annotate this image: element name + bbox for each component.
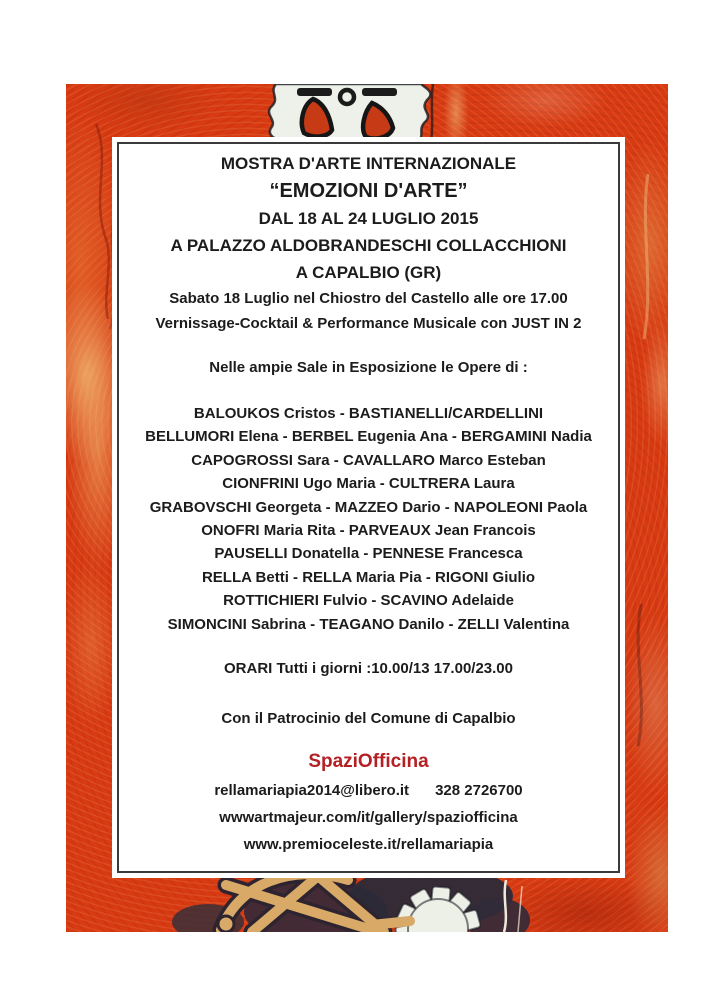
poster-title: MOSTRA D'ARTE INTERNAZIONALE bbox=[220, 154, 517, 173]
artist-line: ONOFRI Maria Rita - PARVEAUX Jean Francois bbox=[201, 522, 536, 540]
patronage-note: Con il Patrocinio del Comune di Capalbio bbox=[221, 710, 516, 728]
artist-line: BELLUMORI Elena - BERBEL Eugenia Ana - BERGAMINI Nadia bbox=[145, 428, 592, 446]
exhibition-name: “EMOZIONI D'ARTE” bbox=[269, 180, 468, 202]
spacer bbox=[119, 731, 618, 747]
location: A CAPALBIO (GR) bbox=[295, 263, 442, 282]
artist-line: PAUSELLI Donatella - PENNESE Francesca bbox=[214, 545, 523, 563]
artist-line: BALOUKOS Cristos - BASTIANELLI/CARDELLINI bbox=[193, 405, 544, 422]
artist-line: CIONFRINI Ugo Maria - CULTRERA Laura bbox=[222, 475, 515, 493]
artist-line: RELLA Betti - RELLA Maria Pia - RIGONI Giulio bbox=[201, 568, 536, 586]
opening-info: Sabato 18 Luglio nel Chiostro del Castello alle ore 17.00 bbox=[169, 290, 568, 307]
vernissage-info: Vernissage-Cocktail & Performance Musicale con JUST IN 2 bbox=[155, 315, 582, 332]
artist-line: ROTTICHIERI Fulvio - SCAVINO Adelaide bbox=[223, 592, 514, 610]
crack-line bbox=[504, 880, 506, 932]
opening-hours: ORARI Tutti i giorni :10.00/13 17.00/23.00 bbox=[224, 660, 513, 678]
artist-line: CAPOGROSSI Sara - CAVALLARO Marco Esteban bbox=[191, 451, 546, 469]
exhibition-dates: DAL 18 AL 24 LUGLIO 2015 bbox=[258, 209, 479, 228]
spacer bbox=[119, 380, 618, 402]
gear-icon bbox=[269, 84, 430, 142]
contact-phone: 328 2726700 bbox=[435, 782, 523, 800]
contact-line bbox=[119, 777, 618, 804]
artist-list bbox=[119, 402, 618, 636]
artist-website: www.premioceleste.it/rellamariapia bbox=[243, 836, 494, 854]
spacer bbox=[119, 681, 618, 706]
gallery-website: wwwartmajeur.com/it/gallery/spaziofficina bbox=[219, 809, 518, 827]
spacer bbox=[119, 636, 618, 656]
background-painting bbox=[66, 84, 668, 932]
artists-intro: Nelle ampie Sale in Esposizione le Opere di : bbox=[209, 359, 528, 376]
info-box bbox=[117, 142, 620, 873]
gallery-name: SpaziOfficina bbox=[308, 751, 429, 773]
contact-email: rellamariapia2014@libero.it bbox=[214, 782, 410, 800]
artist-line: GRABOVSCHI Georgeta - MAZZEO Dario - NAPOLEONI Paola bbox=[149, 498, 588, 516]
venue: A PALAZZO ALDOBRANDESCHI COLLACCHIONI bbox=[170, 236, 567, 255]
artist-line: SIMONCINI Sabrina - TEAGANO Danilo - ZELLI Valentina bbox=[167, 615, 570, 633]
spacer bbox=[119, 336, 618, 355]
